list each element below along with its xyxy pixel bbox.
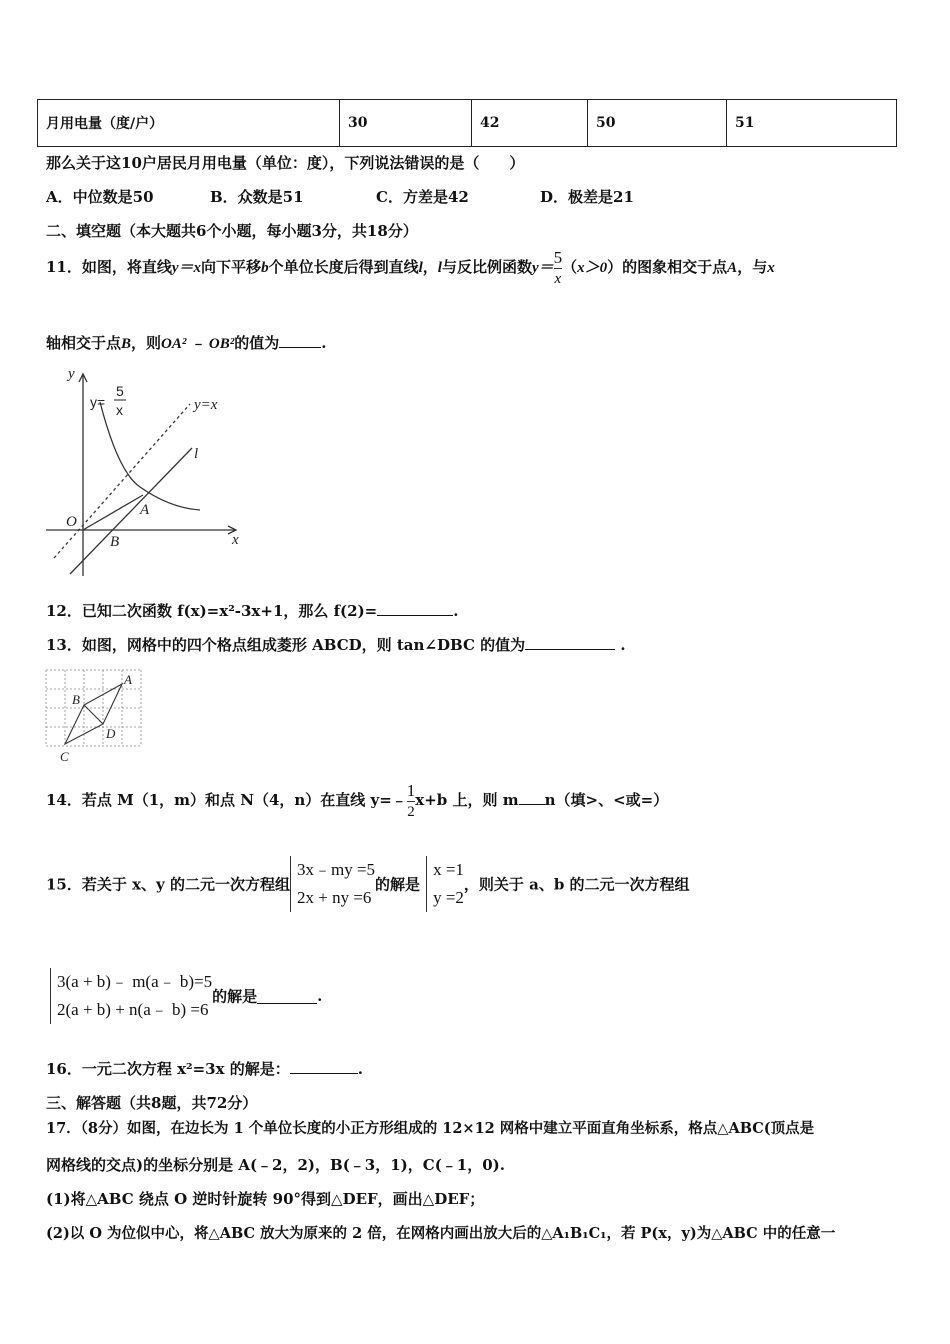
line-l — [70, 448, 192, 574]
q10-option-a: A．中位数是50 — [46, 188, 154, 206]
q10-option-d: D．极差是21 — [540, 188, 634, 206]
q15-line2: 3(a + b)﹣ m(a﹣ b)=5 2(a + b) + n(a﹣ b) =6 的解是 . — [50, 968, 322, 1024]
q15-answer-blank — [257, 989, 317, 1004]
graph-line-yx-label: y=x — [194, 397, 218, 413]
q14-fraction: $\frac{1}{2}$ — [406, 780, 416, 820]
q17-line4: (2)以 O 为位似中心，将△ABC 放大为原来的 2 倍，在网格内画出放大后的△A₁B₁C₁，若 P(x，y)为△ABC 中的任意一 — [46, 1225, 836, 1242]
q15-solution: x =1 y =2 — [426, 856, 464, 912]
usage-table — [37, 99, 897, 147]
section3-heading: 三、解答题（共8题，共72分） — [46, 1094, 258, 1112]
graph-x-label: x — [232, 532, 239, 548]
table-cell: 50 — [588, 100, 727, 147]
q16: 16．一元二次方程 x²=3x 的解是： . — [46, 1060, 364, 1078]
diagonal-bd — [84, 705, 103, 724]
grid-label-a: A — [124, 672, 132, 687]
q11-answer-blank — [279, 333, 321, 348]
q10-option-b: B．众数是51 — [210, 188, 304, 206]
grid-label-c: C — [60, 749, 69, 764]
line-y-eq-x — [54, 404, 190, 558]
q14-answer-blank — [519, 790, 545, 805]
q17-line2: 网格线的交点)的坐标分别是 A(﹣2，2)，B(﹣3，1)，C(﹣1，0). — [46, 1156, 506, 1174]
graph-hyperbola-num: 5 — [116, 383, 124, 399]
section2-heading: 二、填空题（本大题共6个小题，每小题3分，共18分） — [46, 222, 418, 240]
graph-point-b-label: B — [110, 534, 120, 550]
graph-hyperbola-den: x — [116, 402, 123, 418]
q17-line3: (1)将△ABC 绕点 O 逆时针旋转 90°得到△DEF，画出△DEF； — [46, 1190, 485, 1208]
table-cell: 51 — [727, 100, 897, 147]
table-cell: 42 — [472, 100, 588, 147]
q11-graph — [40, 362, 260, 584]
q14: 14．若点 M（1，m）和点 N（4，n）在直线 y=﹣ $\frac{1}{2}$ x+b 上，则 m n（填>、<或=） — [46, 780, 669, 820]
graph-hyperbola-label: y= — [90, 394, 106, 410]
q13-answer-blank — [525, 635, 615, 650]
q12: 12．已知二次函数 f(x)=x²-3x+1，那么 f(2)= . — [46, 602, 459, 620]
segment-oa — [83, 495, 143, 530]
table-cell: 30 — [340, 100, 472, 147]
q11-line1: 11．如图，将直线y＝x向下平移b个单位长度后得到直线l，l与反比例函数y＝ $\frac{5}{x}$ （x＞0）的图象相交于点A，与x — [46, 247, 775, 287]
q16-answer-blank — [290, 1059, 358, 1074]
q12-answer-blank — [377, 601, 453, 616]
grid-label-d: D — [106, 726, 116, 741]
graph-line-l-label: l — [194, 446, 199, 462]
graph-point-a-label: A — [140, 502, 150, 518]
q11-line2: 轴相交于点B，则OA² ﹣ OB²的值为 . — [46, 334, 327, 352]
q15-line1: 15．若关于 x、y 的二元一次方程组 3x﹣my =5 2x + ny =6 的解是 x =1 y =2 ，则关于 a、b 的二元一次方程组 — [46, 856, 690, 912]
q17-line1: 17．（8分）如图，在边长为 1 个单位长度的小正方形组成的 12×12 网格中建立平面直角坐标系，格点△ABC(顶点是 — [46, 1120, 815, 1137]
q15-system-2: 3(a + b)﹣ m(a﹣ b)=5 2(a + b) + n(a﹣ b) =6 — [50, 968, 212, 1024]
q11-fraction: $\frac{5}{x}$ — [553, 247, 563, 287]
q10-stem: 那么关于这10户居民月用电量（单位：度），下列说法错误的是（ ） — [46, 154, 525, 172]
q15-system-1: 3x﹣my =5 2x + ny =6 — [290, 856, 375, 912]
table-row — [38, 100, 897, 147]
graph-y-label: y — [68, 366, 75, 382]
graph-origin-label: O — [66, 514, 77, 530]
grid-label-b: B — [72, 692, 80, 707]
q10-option-c: C．方差是42 — [376, 188, 469, 206]
q13-grid-figure — [40, 664, 150, 766]
q13: 13．如图，网格中的四个格点组成菱形 ABCD，则 tan∠DBC 的值为 . — [46, 636, 626, 654]
table-header-cell: 月用电量（度/户） — [38, 100, 340, 147]
